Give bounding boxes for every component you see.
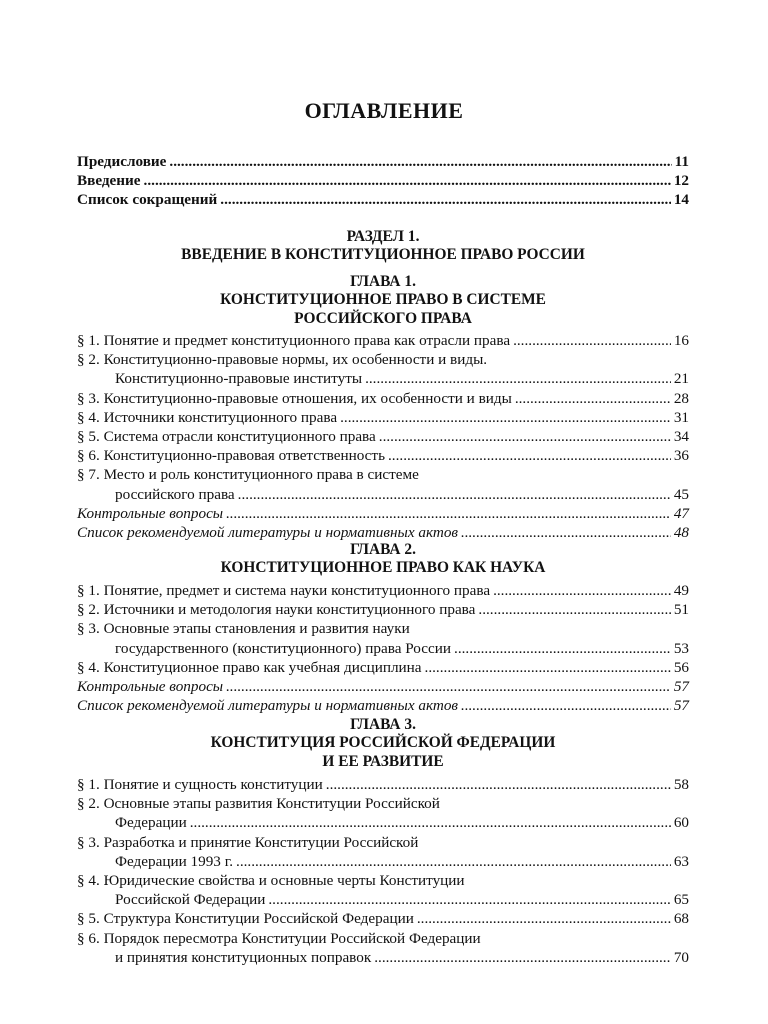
toc-entry-preface	[77, 152, 689, 171]
dot-leader	[226, 677, 671, 696]
entry-label: § 4. Конституционное право как учебная дисциплина	[77, 658, 422, 676]
section-number: РАЗДЕЛ 1.	[346, 228, 420, 245]
toc-entry	[77, 331, 689, 350]
entry-page: 12	[673, 172, 689, 190]
entry-page: 36	[673, 447, 689, 465]
entry-page: 45	[673, 485, 689, 503]
chapter-title-line: И ЕЕ РАЗВИТИЕ	[322, 752, 444, 770]
toc-entry-literature	[77, 696, 689, 715]
toc-entry	[77, 658, 689, 677]
entry-page: 14	[673, 191, 689, 209]
toc-entry-line	[77, 619, 689, 638]
dot-leader	[365, 369, 671, 388]
dot-leader	[388, 446, 671, 465]
chapter-1-heading	[77, 273, 689, 328]
dot-leader	[144, 171, 671, 190]
toc-entry-line	[77, 350, 689, 369]
toc-entry-line	[77, 871, 689, 890]
dot-leader	[220, 190, 671, 209]
entry-label: § 7. Место и роль конституционного права в системе	[77, 466, 419, 484]
toc-entry	[77, 890, 689, 909]
entry-label: § 1. Понятие и сущность конституции	[77, 776, 323, 793]
entry-page: 16	[673, 332, 689, 349]
front-matter	[77, 152, 689, 210]
dot-leader	[425, 658, 671, 677]
toc-entry	[77, 446, 689, 465]
dot-leader	[326, 775, 671, 794]
toc-entry-literature	[77, 523, 689, 542]
dot-leader	[238, 485, 671, 504]
entry-label: Предисловие	[77, 153, 167, 170]
dot-leader	[268, 890, 670, 909]
dot-leader	[461, 696, 671, 715]
toc-entry	[77, 639, 689, 658]
dot-leader	[461, 523, 671, 542]
entry-label: Список рекомендуемой литературы и нормативных актов	[77, 523, 459, 541]
entry-page: 48	[673, 523, 689, 541]
entry-page: 70	[673, 948, 689, 966]
page-title: ОГЛАВЛЕНИЕ	[304, 98, 464, 123]
toc-entry	[77, 427, 689, 446]
dot-leader	[417, 909, 671, 928]
entry-label: § 6. Порядок пересмотра Конституции Российской Федерации	[77, 929, 481, 947]
chapter-number: ГЛАВА 2.	[350, 541, 416, 558]
toc-entry-line	[77, 465, 689, 484]
entry-label: государственного (конституционного) права России	[115, 639, 452, 657]
chapter-number: ГЛАВА 1.	[350, 273, 416, 290]
chapter-3-heading	[77, 716, 689, 771]
entry-page: 28	[673, 389, 689, 407]
entry-page: 49	[673, 582, 689, 599]
dot-leader	[190, 813, 671, 832]
toc-entry-line	[77, 833, 689, 852]
entry-label: Контрольные вопросы	[77, 504, 224, 522]
dot-leader	[454, 639, 671, 658]
entry-label: § 4. Источники конституционного права	[77, 408, 338, 426]
entry-page: 58	[673, 776, 689, 793]
toc-entry	[77, 408, 689, 427]
entry-page: 11	[674, 153, 689, 170]
entry-label: Контрольные вопросы	[77, 677, 224, 695]
entry-label: § 6. Конституционно-правовая ответственность	[77, 447, 385, 465]
toc-entry-questions	[77, 504, 689, 523]
entry-label: российского права	[115, 485, 235, 503]
chapter-1-entries	[77, 331, 689, 542]
entry-label: § 3. Конституционно-правовые отношения, их особенности и виды	[77, 389, 512, 407]
toc-entry	[77, 813, 689, 832]
toc-entry	[77, 909, 689, 928]
toc-entry-introduction	[77, 171, 689, 190]
entry-page: 21	[673, 370, 689, 388]
entry-page: 63	[673, 852, 689, 870]
toc-entry	[77, 775, 689, 794]
entry-label: § 2. Основные этапы развития Конституции Российской	[77, 795, 440, 813]
chapter-title-line: КОНСТИТУЦИЯ РОССИЙСКОЙ ФЕДЕРАЦИИ	[210, 734, 556, 752]
entry-label: § 1. Понятие, предмет и система науки конституционного права	[77, 582, 491, 599]
toc-entry	[77, 948, 689, 967]
chapter-title-line: КОНСТИТУЦИОННОЕ ПРАВО КАК НАУКА	[220, 559, 546, 577]
dot-leader	[513, 331, 671, 350]
entry-label: Введение	[77, 172, 141, 190]
dot-leader	[493, 581, 671, 600]
entry-label: § 2. Конституционно-правовые нормы, их особенности и виды.	[77, 351, 488, 369]
entry-label: Федерации 1993 г.	[115, 852, 234, 870]
toc-entry	[77, 369, 689, 388]
toc-entry-questions	[77, 677, 689, 696]
entry-label: § 3. Разработка и принятие Конституции Российской	[77, 833, 419, 851]
entry-page: 68	[673, 910, 689, 928]
section-title: ВВЕДЕНИЕ В КОНСТИТУЦИОННОЕ ПРАВО РОССИИ	[181, 246, 585, 264]
chapter-3-entries	[77, 775, 689, 967]
entry-page: 57	[673, 697, 689, 715]
toc-entry	[77, 389, 689, 408]
dot-leader	[478, 600, 670, 619]
dot-leader	[226, 504, 671, 523]
entry-label: Российской Федерации	[115, 891, 266, 909]
entry-label: § 5. Структура Конституции Российской Федерации	[77, 910, 414, 928]
entry-label: Список сокращений	[77, 191, 218, 209]
toc-entry	[77, 485, 689, 504]
toc-entry-line	[77, 929, 689, 948]
chapter-number: ГЛАВА 3.	[350, 716, 416, 733]
section-heading	[77, 228, 689, 265]
dot-leader	[515, 389, 671, 408]
entry-label: Список рекомендуемой литературы и нормативных актов	[77, 697, 459, 715]
chapter-title-line: РОССИЙСКОГО ПРАВА	[294, 309, 472, 327]
dot-leader	[169, 152, 671, 171]
entry-label: § 2. Источники и методология науки конституционного права	[77, 601, 476, 619]
dot-leader	[379, 427, 671, 446]
chapter-2-heading	[77, 541, 689, 578]
entry-label: § 5. Система отрасли конституционного права	[77, 427, 376, 445]
dot-leader	[340, 408, 671, 427]
entry-label: Федерации	[115, 814, 187, 832]
toc-entry	[77, 852, 689, 871]
entry-page: 60	[673, 814, 689, 832]
toc-entry	[77, 581, 689, 600]
entry-page: 65	[673, 891, 689, 909]
toc-entry-abbreviations	[77, 190, 689, 209]
entry-label: § 1. Понятие и предмет конституционного права как отрасли права	[77, 332, 511, 349]
entry-label: Конституционно-правовые институты	[115, 370, 363, 388]
entry-label: § 4. Юридические свойства и основные черты Конституции	[77, 871, 465, 889]
entry-label: и принятия конституционных поправок	[115, 948, 372, 966]
dot-leader	[236, 852, 671, 871]
entry-page: 53	[673, 639, 689, 657]
entry-page: 51	[673, 601, 689, 619]
entry-label: § 3. Основные этапы становления и развития науки	[77, 620, 410, 638]
chapter-title-line: КОНСТИТУЦИОННОЕ ПРАВО В СИСТЕМЕ	[220, 291, 546, 309]
entry-page: 31	[673, 408, 689, 426]
entry-page: 56	[673, 658, 689, 676]
entry-page: 47	[673, 504, 689, 522]
toc-entry-line	[77, 794, 689, 813]
entry-page: 34	[673, 427, 689, 445]
entry-page: 57	[673, 677, 689, 695]
toc-entry	[77, 600, 689, 619]
chapter-2-entries	[77, 581, 689, 715]
dot-leader	[374, 948, 671, 967]
